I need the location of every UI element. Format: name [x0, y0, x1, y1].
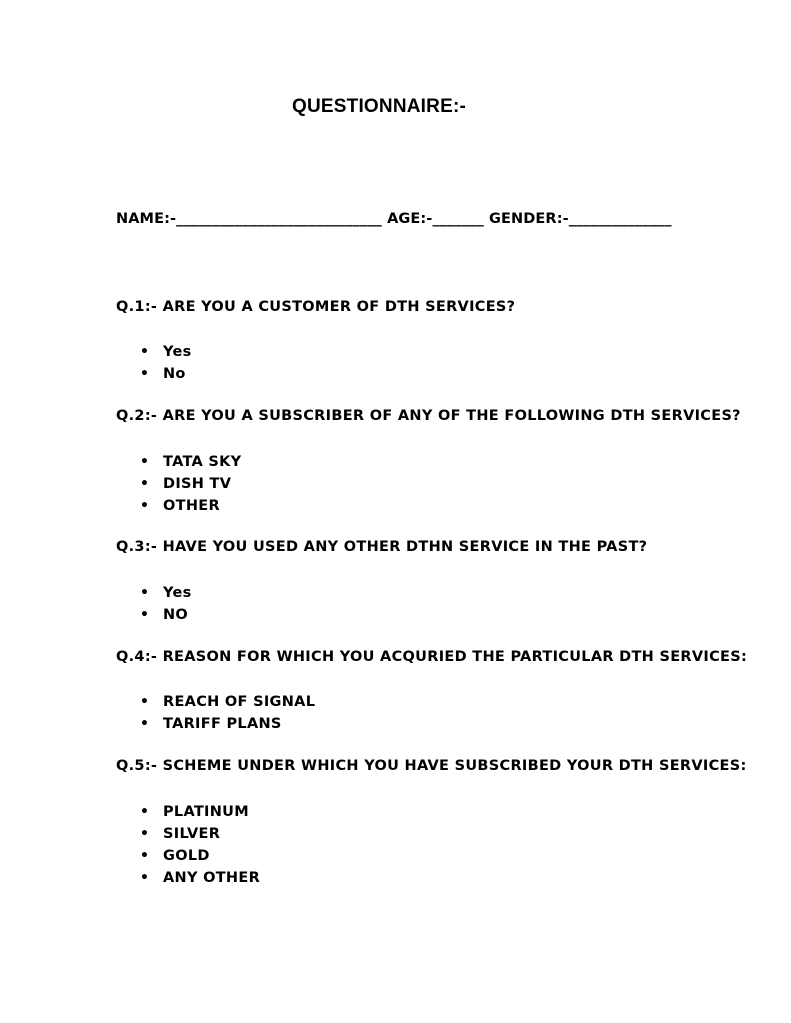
question-5-options	[140, 801, 260, 889]
option-item	[140, 451, 241, 473]
gender-label: GENDER:-	[489, 211, 569, 227]
bullet-icon: •	[140, 366, 150, 382]
option-label: PLATINUM	[163, 804, 249, 820]
respondent-info-line	[116, 211, 672, 227]
bullet-icon: •	[140, 476, 150, 492]
option-item	[140, 363, 192, 385]
question-5: Q.5:- SCHEME UNDER WHICH YOU HAVE SUBSCRIBED YOUR DTH SERVICES:	[116, 758, 747, 774]
bullet-icon: •	[140, 804, 150, 820]
option-item	[140, 713, 315, 735]
option-item	[140, 495, 241, 517]
option-label: GOLD	[163, 848, 210, 864]
question-3: Q.3:- HAVE YOU USED ANY OTHER DTHN SERVICE IN THE PAST?	[116, 539, 648, 555]
age-label: AGE:-	[387, 211, 433, 227]
option-label: TARIFF PLANS	[163, 716, 282, 732]
bullet-icon: •	[140, 826, 150, 842]
option-label: No	[163, 366, 186, 382]
option-item	[140, 582, 192, 604]
question-3-options	[140, 582, 192, 626]
option-item	[140, 691, 315, 713]
question-1-options	[140, 341, 192, 385]
option-item	[140, 845, 260, 867]
page-title: QUESTIONNAIRE:-	[292, 96, 466, 117]
option-label: ANY OTHER	[163, 870, 261, 886]
option-label: Yes	[163, 344, 192, 360]
bullet-icon: •	[140, 585, 150, 601]
bullet-icon: •	[140, 454, 150, 470]
option-label: TATA SKY	[163, 454, 242, 470]
bullet-icon: •	[140, 716, 150, 732]
bullet-icon: •	[140, 870, 150, 886]
option-label: Yes	[163, 585, 192, 601]
option-label: DISH TV	[163, 476, 232, 492]
gender-blank: ______________	[568, 211, 672, 227]
question-1: Q.1:- ARE YOU A CUSTOMER OF DTH SERVICES?	[116, 299, 516, 315]
question-4: Q.4:- REASON FOR WHICH YOU ACQURIED THE PARTICULAR DTH SERVICES:	[116, 649, 748, 665]
bullet-icon: •	[140, 607, 150, 623]
option-item	[140, 823, 260, 845]
name-label: NAME:-	[116, 211, 177, 227]
bullet-icon: •	[140, 848, 150, 864]
option-label: NO	[163, 607, 189, 623]
age-blank: _______	[432, 211, 484, 227]
option-label: OTHER	[163, 498, 220, 514]
option-item	[140, 473, 241, 495]
bullet-icon: •	[140, 344, 150, 360]
option-label: SILVER	[163, 826, 221, 842]
option-item	[140, 867, 260, 889]
option-item	[140, 604, 192, 626]
question-4-options	[140, 691, 315, 735]
option-label: REACH OF SIGNAL	[163, 694, 316, 710]
question-2: Q.2:- ARE YOU A SUBSCRIBER OF ANY OF THE FOLLOWING DTH SERVICES?	[116, 408, 741, 424]
name-blank: ____________________________	[176, 211, 382, 227]
option-item	[140, 801, 260, 823]
bullet-icon: •	[140, 498, 150, 514]
option-item	[140, 341, 192, 363]
question-2-options	[140, 451, 241, 517]
bullet-icon: •	[140, 694, 150, 710]
